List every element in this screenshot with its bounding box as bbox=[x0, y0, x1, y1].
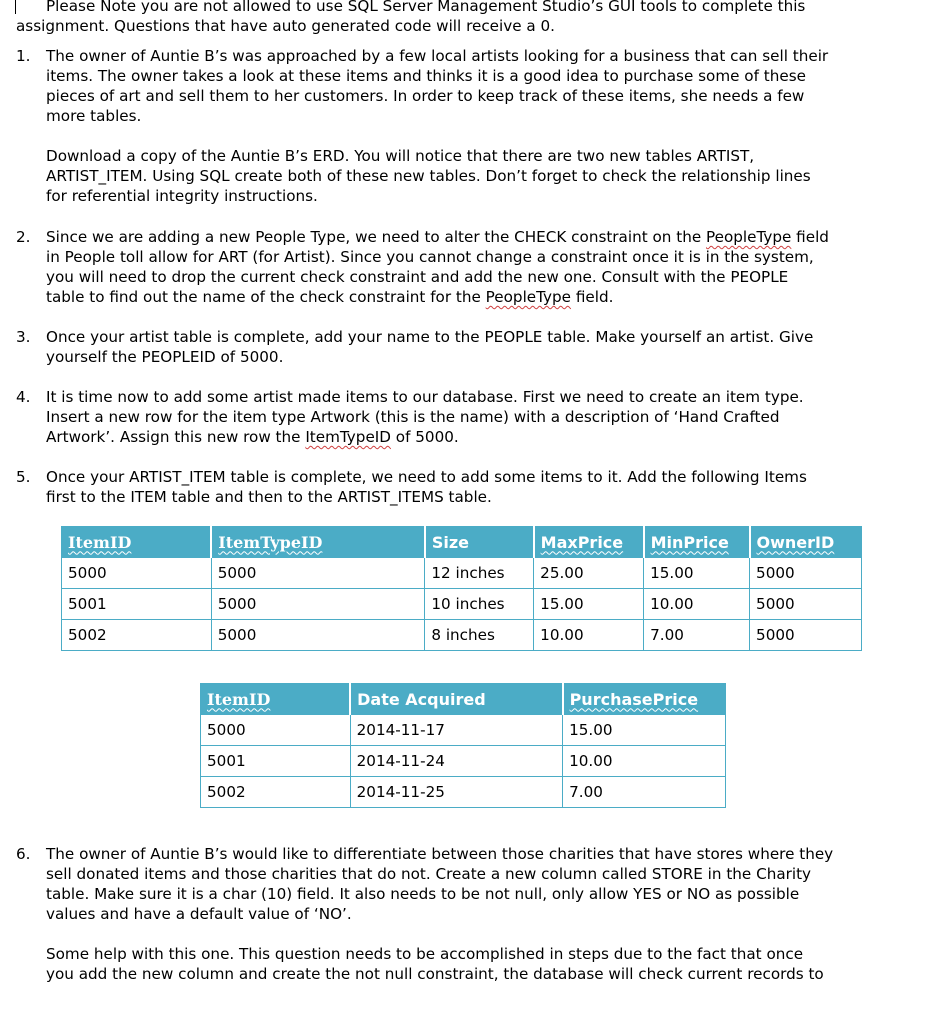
item-table bbox=[61, 526, 862, 651]
q1-line-2: items. The owner takes a look at these items and thinks it is a good idea to purchase some of these bbox=[46, 67, 806, 85]
note-line-1: Please Note you are not allowed to use SQL Server Management Studio’s GUI tools to complete this bbox=[46, 0, 806, 15]
q1-line-5: Download a copy of the Auntie B’s ERD. You will notice that there are two new tables ARTIST, bbox=[46, 147, 755, 165]
q5-line-2: first to the ITEM table and then to the ARTIST_ITEMS table. bbox=[46, 488, 492, 506]
table-row bbox=[201, 715, 726, 746]
table-row bbox=[62, 589, 862, 620]
q2-line-4: table to find out the name of the check constraint for the PeopleType field. bbox=[46, 288, 614, 306]
header-itemid: ItemID bbox=[62, 527, 212, 558]
table-cell: 15.00 bbox=[644, 558, 750, 589]
table-cell: 10.00 bbox=[563, 746, 726, 777]
q1-line-6: ARTIST_ITEM. Using SQL create both of these new tables. Don’t forget to check the relationship lines bbox=[46, 167, 811, 185]
table-cell: 5001 bbox=[62, 589, 212, 620]
q1-line-1: The owner of Auntie B’s was approached by a few local artists looking for a business that can sell their bbox=[46, 47, 829, 65]
table-cell: 2014-11-17 bbox=[350, 715, 562, 746]
table-cell: 10 inches bbox=[425, 589, 534, 620]
q3-line-2: yourself the PEOPLEID of 5000. bbox=[46, 348, 284, 366]
q1-line-3: pieces of art and sell them to her customers. In order to keep track of these items, she needs a few bbox=[46, 87, 805, 105]
q6-line-3: table. Make sure it is a char (10) field. It also needs to be not null, only allow YES or NO as possible bbox=[46, 885, 800, 903]
table-cell: 7.00 bbox=[563, 777, 726, 808]
q6-line-6: you add the new column and create the not null constraint, the database will check current records to bbox=[46, 965, 824, 983]
q6-number: 6. bbox=[16, 845, 31, 863]
table-cell: 5001 bbox=[201, 746, 351, 777]
q6-line-4: values and have a default value of ‘NO’. bbox=[46, 905, 352, 923]
header-maxprice: MaxPrice bbox=[534, 527, 644, 558]
table-cell: 25.00 bbox=[534, 558, 644, 589]
header-minprice: MinPrice bbox=[644, 527, 750, 558]
table-cell: 10.00 bbox=[534, 620, 644, 651]
item-table-header-row bbox=[62, 527, 862, 558]
table-cell: 8 inches bbox=[425, 620, 534, 651]
text-cursor bbox=[15, 0, 16, 14]
table-cell: 5002 bbox=[62, 620, 212, 651]
q5-number: 5. bbox=[16, 468, 31, 486]
artist-item-header-row bbox=[201, 684, 726, 715]
q2-number: 2. bbox=[16, 228, 31, 246]
header-itemtypeid: ItemTypeID bbox=[211, 527, 425, 558]
header-size: Size bbox=[425, 527, 534, 558]
q6-line-1: The owner of Auntie B’s would like to differentiate between those charities that have stores where they bbox=[46, 845, 834, 863]
q4-line-2: Insert a new row for the item type Artwork (this is the name) with a description of ‘Hand Crafted bbox=[46, 408, 780, 426]
table-cell: 5000 bbox=[211, 589, 425, 620]
note-line-2: assignment. Questions that have auto generated code will receive a 0. bbox=[16, 17, 556, 35]
q3-line-1: Once your artist table is complete, add your name to the PEOPLE table. Make yourself an artist. Give bbox=[46, 328, 814, 346]
table-cell: 10.00 bbox=[644, 589, 750, 620]
q5-line-1: Once your ARTIST_ITEM table is complete, we need to add some items to it. Add the following Items bbox=[46, 468, 807, 486]
table-cell: 5002 bbox=[201, 777, 351, 808]
table-cell: 2014-11-25 bbox=[350, 777, 562, 808]
q4-line-3: Artwork’. Assign this new row the ItemTypeID of 5000. bbox=[46, 428, 459, 446]
q6-line-5: Some help with this one. This question needs to be accomplished in steps due to the fact that once bbox=[46, 945, 804, 963]
header-purchaseprice: PurchasePrice bbox=[563, 684, 726, 715]
header-ownerid: OwnerID bbox=[750, 527, 862, 558]
table-cell: 7.00 bbox=[644, 620, 750, 651]
q1-line-4: more tables. bbox=[46, 107, 142, 125]
q2-line-2: in People toll allow for ART (for Artist). Since you cannot change a constraint once it is in the system, bbox=[46, 248, 814, 266]
table-cell: 2014-11-24 bbox=[350, 746, 562, 777]
table-cell: 5000 bbox=[750, 620, 862, 651]
table-cell: 5000 bbox=[201, 715, 351, 746]
table-row bbox=[201, 746, 726, 777]
q2-line-3: you will need to drop the current check constraint and add the new one. Consult with the PEOPLE bbox=[46, 268, 789, 286]
table-row bbox=[62, 558, 862, 589]
q1-number: 1. bbox=[16, 47, 31, 65]
q1-line-7: for referential integrity instructions. bbox=[46, 187, 318, 205]
q3-number: 3. bbox=[16, 328, 31, 346]
table-cell: 5000 bbox=[211, 620, 425, 651]
table-cell: 15.00 bbox=[563, 715, 726, 746]
q4-line-1: It is time now to add some artist made items to our database. First we need to create an item type. bbox=[46, 388, 804, 406]
q2-line-1: Since we are adding a new People Type, we need to alter the CHECK constraint on the PeopleType field bbox=[46, 228, 829, 246]
table-cell: 5000 bbox=[750, 589, 862, 620]
table-cell: 5000 bbox=[62, 558, 212, 589]
table-cell: 15.00 bbox=[534, 589, 644, 620]
header-itemid: ItemID bbox=[201, 684, 351, 715]
table-row bbox=[201, 777, 726, 808]
q4-number: 4. bbox=[16, 388, 31, 406]
table-cell: 12 inches bbox=[425, 558, 534, 589]
artist-item-table bbox=[200, 683, 726, 808]
table-cell: 5000 bbox=[211, 558, 425, 589]
q6-line-2: sell donated items and those charities that do not. Create a new column called STORE in the Charity bbox=[46, 865, 812, 883]
table-cell: 5000 bbox=[750, 558, 862, 589]
table-row bbox=[62, 620, 862, 651]
header-date-acquired: Date Acquired bbox=[350, 684, 562, 715]
